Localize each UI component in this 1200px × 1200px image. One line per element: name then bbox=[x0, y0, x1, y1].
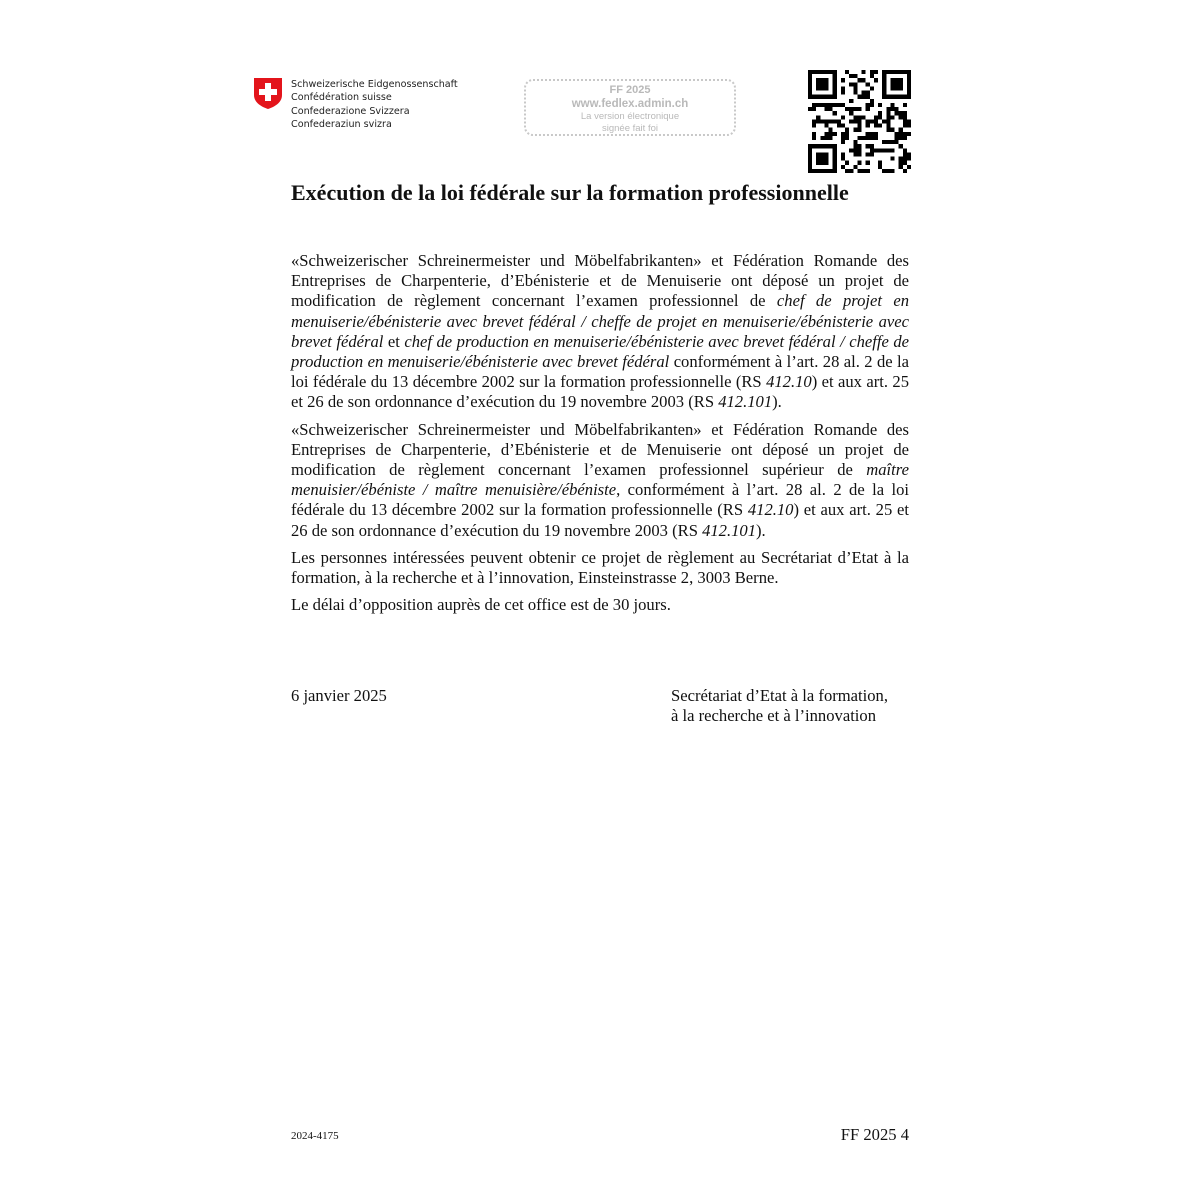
document-body bbox=[291, 251, 909, 622]
paragraph-2-text-2: , conformément à l’art. 28 al. 2 de la loi fédérale du 13 décembre 2002 sur la formation professionnelle (RS bbox=[291, 480, 909, 520]
footer-document-code: 2024-4175 bbox=[291, 1130, 339, 1142]
signature-block bbox=[671, 686, 888, 727]
stamp-ff-reference: FF 2025 bbox=[609, 84, 651, 96]
paragraph-2 bbox=[291, 420, 909, 541]
paragraph-1-text-4: ) et aux art. 25 et 26 de son ordonnance d’exécution du 19 novembre 2003 (RS bbox=[291, 372, 909, 412]
stamp-note-line2: signée fait foi bbox=[602, 122, 658, 134]
confederation-name-it: Confederazione Svizzera bbox=[291, 105, 410, 117]
paragraph-4: Le délai d’opposition auprès de cet office est de 30 jours. bbox=[291, 595, 671, 615]
signature-line-2: à la recherche et à l’innovation bbox=[671, 706, 877, 726]
stamp-website: www.fedlex.admin.ch bbox=[571, 98, 689, 110]
paragraph-1-title-chef-projet: chef de projet en menuiserie/ébénisterie avec brevet fédéral / cheffe de projet en menuiserie/ébénisterie avec brevet fédéral bbox=[291, 291, 909, 351]
paragraph-1-text-3: conformément à l’art. 28 al. 2 de la loi fédérale du 13 décembre 2002 sur la formation professionnelle (RS bbox=[291, 352, 909, 392]
paragraph-2-text-4: ). bbox=[756, 520, 766, 540]
swiss-cross-icon bbox=[253, 77, 283, 110]
stamp-note-line1: La version électronique bbox=[580, 111, 680, 122]
electronic-version-stamp bbox=[524, 79, 736, 136]
confederation-name-rm: Confederaziun svizra bbox=[291, 119, 392, 131]
page-title: Exécution de la loi fédérale sur la formation professionnelle bbox=[291, 180, 849, 205]
paragraph-2-rs-reference-1: 412.10 bbox=[747, 500, 794, 520]
paragraph-2-title-maitre: maître menuisier/ébéniste / maître menuisière/ébéniste bbox=[291, 460, 909, 500]
paragraph-1-text-5: ). bbox=[772, 392, 782, 412]
paragraph-2-rs-reference-2: 412.101 bbox=[702, 520, 757, 540]
paragraph-2-text-1: «Schweizerischer Schreinermeister und Möbelfabrikanten» et Fédération Romande des Entreprises de Charpenterie, d’Ebénisterie et de Menuiserie ont déposé un projet de modification de règlement concernant l’examen professionnel supérieur de bbox=[291, 419, 909, 480]
qr-code-icon bbox=[808, 70, 911, 173]
document-date: 6 janvier 2025 bbox=[291, 686, 387, 705]
paragraph-3: Les personnes intéressées peuvent obtenir ce projet de règlement au Secrétariat d’Etat à la formation, à la recherche et à l’innovation, Einsteinstrasse 2, 3003 Berne. bbox=[291, 547, 909, 588]
confederation-name-de: Schweizerische Eidgenossenschaft bbox=[291, 79, 458, 90]
paragraph-1 bbox=[291, 251, 909, 413]
paragraph-1-text-1: «Schweizerischer Schreinermeister und Möbelfabrikanten» et Fédération Romande des Entreprises de Charpenterie, d’Ebénisterie et de Menuiserie ont déposé un projet de modification de règlement concernant l’examen professionnel de bbox=[291, 251, 909, 311]
paragraph-1-rs-reference-1: 412.10 bbox=[766, 372, 812, 392]
paragraph-1-title-chef-production: chef de production en menuiserie/ébénisterie avec brevet fédéral / cheffe de production en menuiserie/ébénisterie avec brevet fédéral bbox=[291, 331, 909, 372]
footer-page-reference: FF 2025 4 bbox=[840, 1125, 909, 1144]
paragraph-1-text-2: et bbox=[383, 331, 405, 351]
paragraph-1-rs-reference-2: 412.101 bbox=[718, 392, 773, 412]
paragraph-2-text-3: ) et aux art. 25 et 26 de son ordonnance d’exécution du 19 novembre 2003 (RS bbox=[291, 500, 909, 540]
signature-line-1: Secrétariat d’Etat à la formation, bbox=[671, 686, 888, 705]
confederation-names bbox=[291, 78, 458, 132]
confederation-name-fr: Confédération suisse bbox=[291, 92, 392, 104]
